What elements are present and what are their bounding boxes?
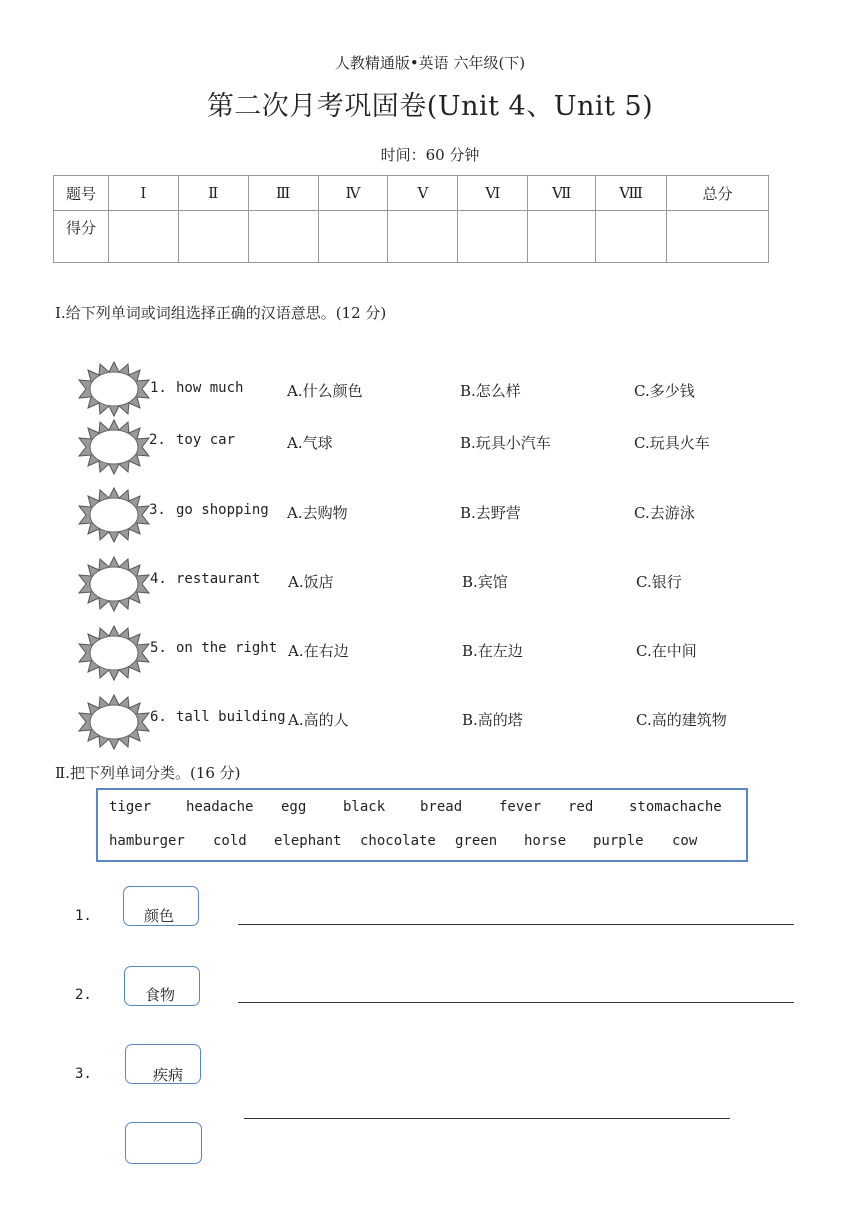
- score-cell[interactable]: [596, 211, 667, 263]
- score-cell[interactable]: [458, 211, 528, 263]
- score-cell[interactable]: [318, 211, 388, 263]
- word-item: green: [455, 833, 498, 849]
- category-box: [125, 1122, 202, 1164]
- question-word: restaurant: [176, 571, 261, 587]
- question-number: 2.: [149, 432, 166, 448]
- question-word: go shopping: [176, 502, 269, 518]
- word-item: purple: [593, 833, 644, 849]
- option-c[interactable]: C.去游泳: [634, 504, 695, 522]
- sun-icon: [76, 360, 152, 418]
- category-label: 食物: [145, 986, 176, 1004]
- answer-line[interactable]: [238, 924, 794, 925]
- question-number: 3.: [149, 502, 166, 518]
- word-item: headache: [186, 799, 254, 815]
- answer-line[interactable]: [244, 1118, 730, 1119]
- header-cell: Ⅴ: [388, 176, 458, 211]
- word-item: chocolate: [360, 833, 436, 849]
- header-cell: Ⅱ: [178, 176, 248, 211]
- header-cell: Ⅰ: [108, 176, 178, 211]
- sun-icon: [76, 693, 152, 751]
- score-row-label: 得分: [54, 211, 109, 263]
- category-number: 2.: [75, 987, 92, 1003]
- score-table: [53, 175, 769, 263]
- question-word: tall building: [176, 709, 286, 725]
- category-number: 1.: [75, 908, 92, 924]
- option-a[interactable]: A.饭店: [288, 573, 334, 591]
- option-c[interactable]: C.玩具火车: [634, 434, 710, 452]
- word-item: horse: [524, 833, 567, 849]
- option-b[interactable]: B.宾馆: [462, 573, 508, 591]
- option-b[interactable]: B.玩具小汽车: [460, 434, 551, 452]
- category-label: 疾病: [153, 1066, 184, 1084]
- option-b[interactable]: B.去野营: [460, 504, 521, 522]
- word-bank: [96, 788, 748, 862]
- option-a[interactable]: A.高的人: [288, 711, 349, 729]
- score-cell[interactable]: [248, 211, 318, 263]
- word-item: elephant: [274, 833, 342, 849]
- question-item: [0, 571, 860, 611]
- option-c[interactable]: C.高的建筑物: [636, 711, 727, 729]
- word-item: stomachache: [629, 799, 722, 815]
- score-cell[interactable]: [528, 211, 596, 263]
- header-cell: Ⅲ: [248, 176, 318, 211]
- word-item: fever: [499, 799, 542, 815]
- word-item: cold: [213, 833, 247, 849]
- option-b[interactable]: B.怎么样: [460, 382, 521, 400]
- time-limit: 时间：60 分钟: [380, 146, 480, 164]
- header-cell: 总分: [667, 176, 769, 211]
- question-item: [0, 640, 860, 680]
- word-item: bread: [420, 799, 463, 815]
- category-label: 颜色: [144, 907, 175, 925]
- option-b[interactable]: B.高的塔: [462, 711, 523, 729]
- sun-icon: [76, 418, 152, 476]
- option-c[interactable]: C.在中间: [636, 642, 697, 660]
- subtitle: 人教精通版•英语 六年级(下): [334, 54, 526, 72]
- header-cell: 题号: [54, 176, 109, 211]
- word-item: black: [343, 799, 386, 815]
- option-a[interactable]: A.什么颜色: [287, 382, 363, 400]
- word-item: tiger: [109, 799, 152, 815]
- word-item: cow: [672, 833, 698, 849]
- question-item: [0, 709, 860, 749]
- question-number: 6.: [150, 709, 167, 725]
- option-c[interactable]: C.银行: [636, 573, 682, 591]
- option-a[interactable]: A.在右边: [288, 642, 349, 660]
- option-b[interactable]: B.在左边: [462, 642, 523, 660]
- score-cell[interactable]: [178, 211, 248, 263]
- header-cell: Ⅶ: [528, 176, 596, 211]
- word-item: egg: [281, 799, 307, 815]
- sun-icon: [76, 624, 152, 682]
- header-cell: Ⅳ: [318, 176, 388, 211]
- section2-heading: Ⅱ.把下列单词分类。(16 分): [55, 764, 241, 782]
- word-item: red: [568, 799, 594, 815]
- score-cell[interactable]: [388, 211, 458, 263]
- question-word: on the right: [176, 640, 278, 656]
- option-a[interactable]: A.去购物: [287, 504, 348, 522]
- score-cell[interactable]: [667, 211, 769, 263]
- question-number: 5.: [150, 640, 167, 656]
- question-number: 1.: [150, 380, 167, 396]
- answer-line[interactable]: [238, 1002, 794, 1003]
- question-word: how much: [176, 380, 244, 396]
- option-c[interactable]: C.多少钱: [634, 382, 695, 400]
- category-number: 3.: [75, 1066, 92, 1082]
- header-cell: Ⅵ: [458, 176, 528, 211]
- sun-icon: [76, 555, 152, 613]
- question-item: [0, 502, 860, 542]
- category-box: [124, 966, 200, 1006]
- question-item: [0, 432, 860, 472]
- category-box: [123, 886, 199, 926]
- question-number: 4.: [150, 571, 167, 587]
- page-title: 第二次月考巩固卷(Unit 4、Unit 5): [206, 91, 654, 122]
- score-cell[interactable]: [108, 211, 178, 263]
- question-item: [0, 380, 860, 420]
- word-item: hamburger: [109, 833, 185, 849]
- category-box: [125, 1044, 201, 1084]
- sun-icon: [76, 486, 152, 544]
- header-cell: Ⅷ: [596, 176, 667, 211]
- option-a[interactable]: A.气球: [287, 434, 333, 452]
- section1-heading: Ⅰ.给下列单词或词组选择正确的汉语意思。(12 分): [55, 304, 387, 322]
- question-word: toy car: [176, 432, 236, 448]
